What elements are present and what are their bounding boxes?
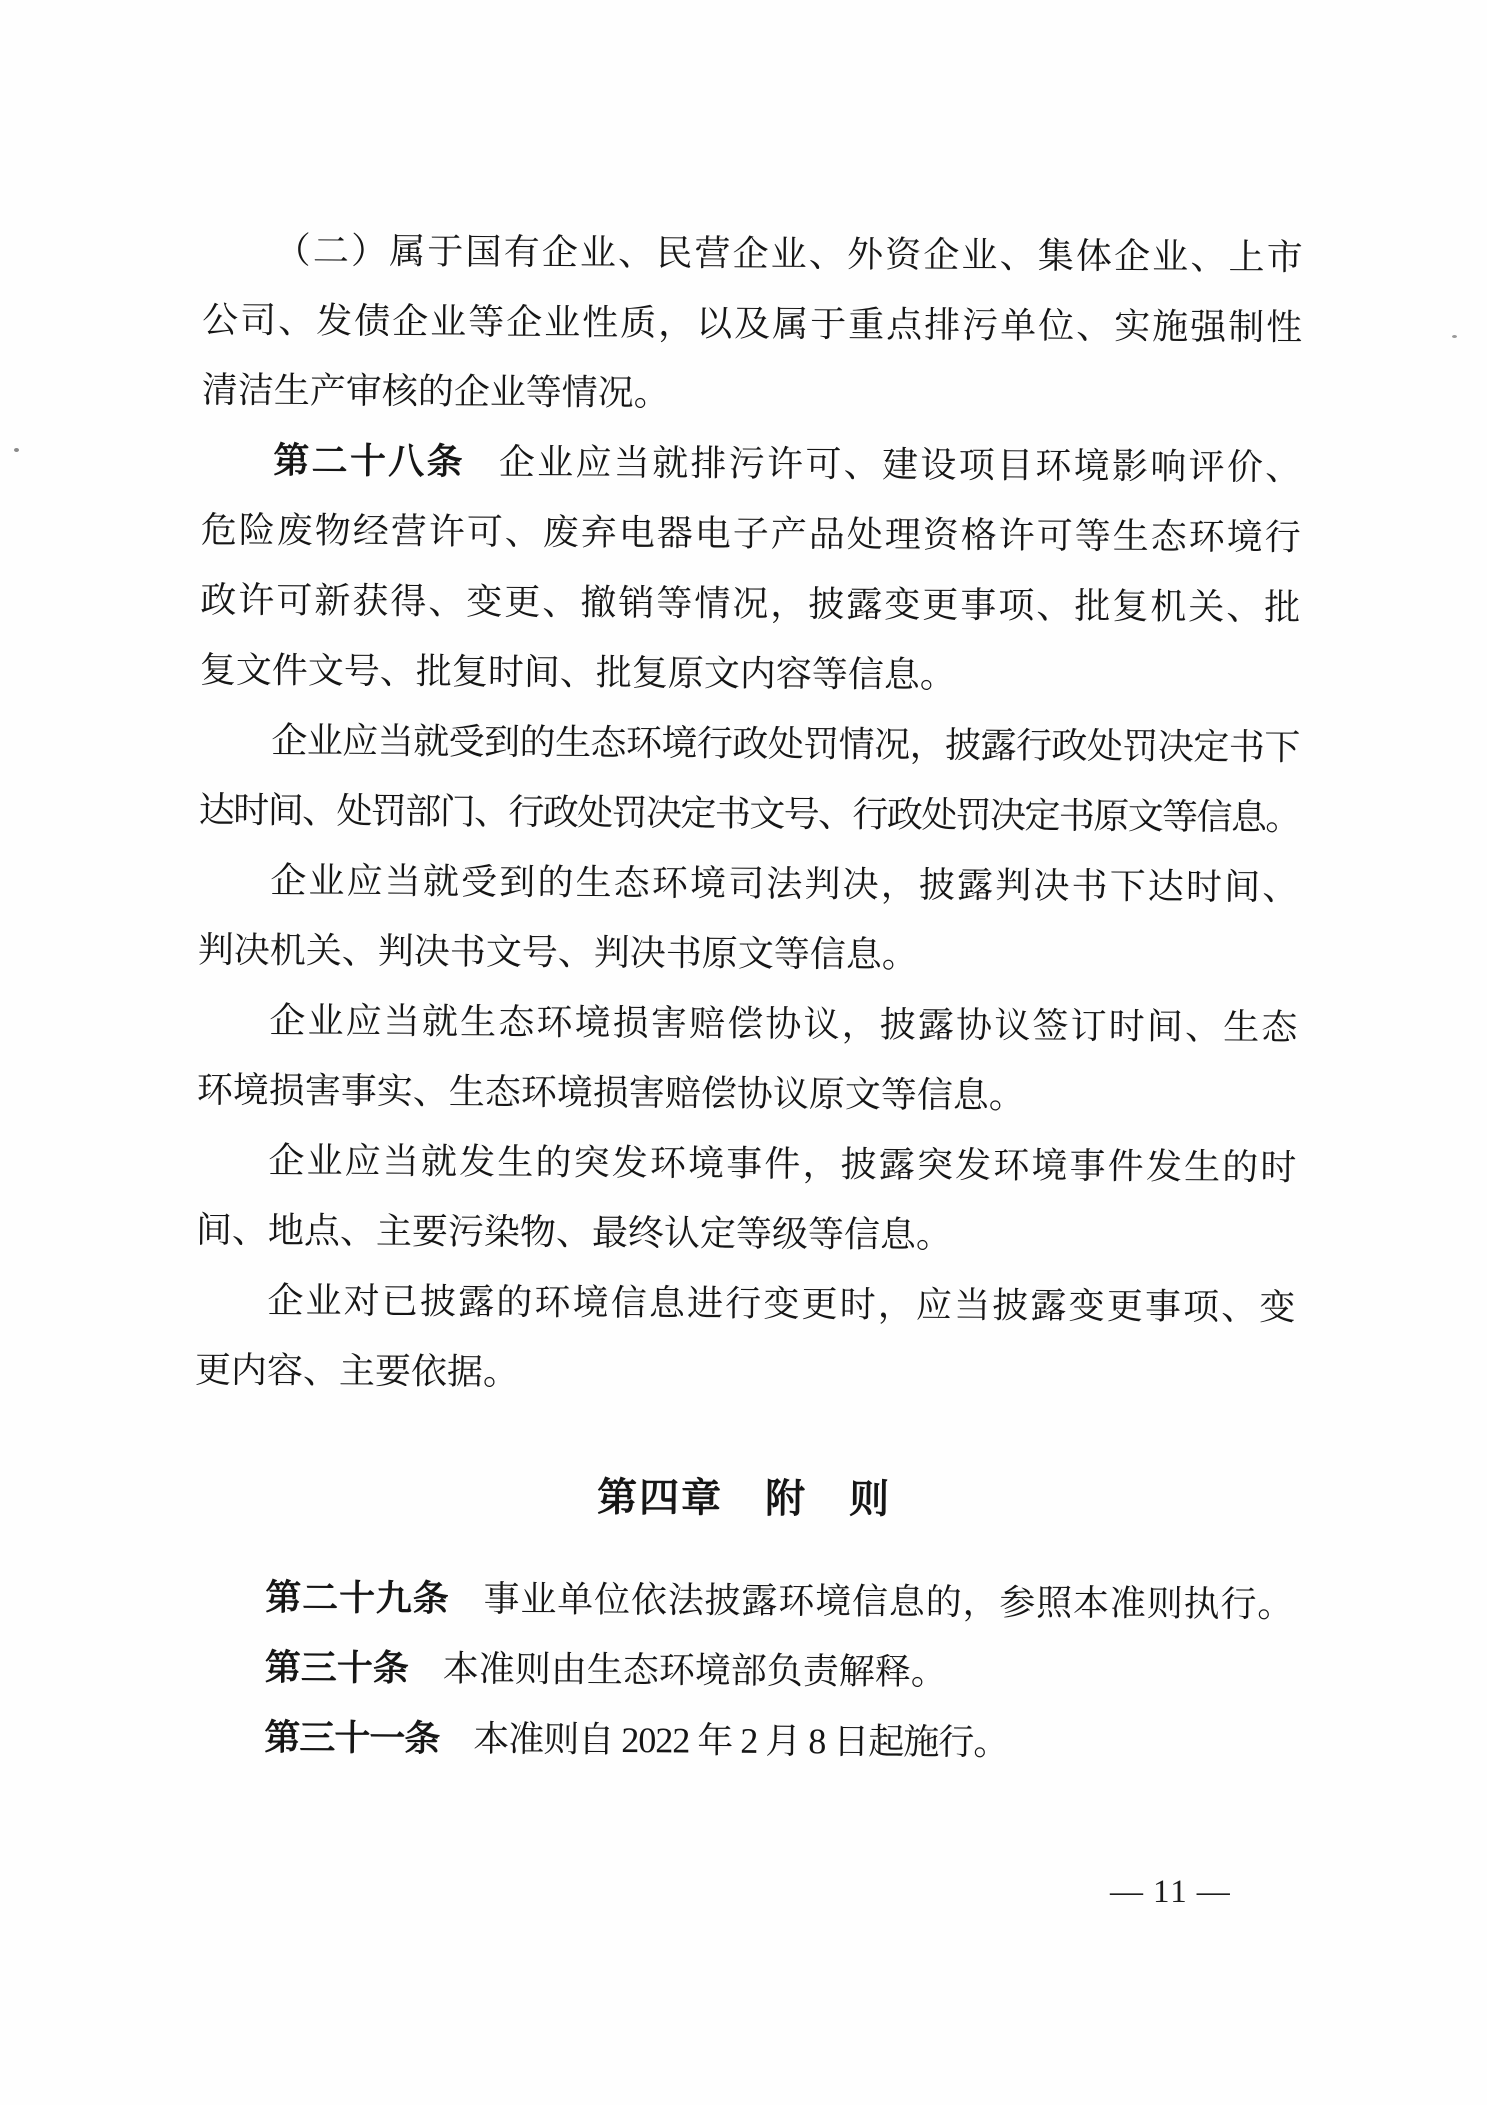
line-text: 事业单位依法披露环境信息的，参照本准则执行。 — [483, 1578, 1294, 1625]
text-line — [192, 1702, 1292, 1780]
line-text: 危险废物经营许可、废弃电器电子产品处理资格许可等生态环境行 — [200, 509, 1301, 558]
chapter-heading-text: 第四章 附 则 — [596, 1474, 892, 1522]
line-text: 企业应当就排污许可、建设项目环境影响评价、 — [498, 442, 1302, 488]
text-line — [203, 215, 1303, 293]
line-text: 复文件文号、批复时间、批复原文内容等信息。 — [199, 649, 956, 696]
text-line — [200, 565, 1300, 643]
text-line — [196, 1125, 1296, 1203]
chapter-heading — [194, 1460, 1294, 1538]
text-line — [202, 285, 1302, 363]
article-number: 第三十一条 — [264, 1717, 440, 1759]
scan-speck — [14, 448, 19, 452]
text-line — [200, 635, 1300, 713]
line-text: 企业应当就受到的生态环境司法判决，披露判决书下达时间、 — [270, 860, 1299, 908]
scan-speck — [1452, 335, 1457, 338]
page-number: 11 — [1153, 1874, 1189, 1910]
line-text: 本准则自 2022 年 2 月 8 日起施行。 — [473, 1718, 1009, 1763]
text-line — [196, 1195, 1296, 1273]
line-text: 达时间、处罚部门、行政处罚决定书文号、行政处罚决定书原文等信息。 — [198, 789, 1299, 838]
text-line — [199, 775, 1299, 853]
line-text: 企业应当就发生的突发环境事件，披露突发环境事件发生的时 — [268, 1140, 1297, 1188]
line-text: 本准则由生态环境部负责解释。 — [442, 1648, 948, 1693]
article-number: 第二十九条 — [265, 1577, 450, 1619]
line-text: 更内容、主要依据。 — [194, 1349, 520, 1393]
line-text: 清洁生产审核的企业等情况。 — [201, 369, 670, 414]
line-text: 企业应当就受到的生态环境行政处罚情况，披露行政处罚决定书下 — [271, 720, 1300, 768]
line-text: 政许可新获得、变更、撤销等情况，披露变更事项、批复机关、批 — [200, 579, 1301, 628]
line-text: 企业应当就生态环境损害赔偿协议，披露协议签订时间、生态 — [269, 1000, 1298, 1048]
text-line — [198, 915, 1298, 993]
text-line — [199, 705, 1299, 783]
line-text: 公司、发债企业等企业性质，以及属于重点排污单位、实施强制性 — [202, 299, 1303, 348]
article-number: 第二十八条 — [273, 440, 466, 482]
footer-dash-right: — — [1196, 1874, 1232, 1910]
text-line — [201, 495, 1301, 573]
line-text: 间、地点、主要污染物、最终认定等级等信息。 — [195, 1209, 953, 1256]
document-body — [192, 215, 1303, 1780]
article-number: 第三十条 — [264, 1647, 410, 1689]
footer-dash-left: — — [1110, 1874, 1145, 1910]
line-text: （二）属于国有企业、民营企业、外资企业、集体企业、上市 — [274, 230, 1303, 278]
text-line — [198, 845, 1298, 923]
text-line — [197, 985, 1297, 1063]
text-line — [201, 425, 1301, 503]
text-line — [195, 1335, 1295, 1413]
text-line — [193, 1632, 1293, 1710]
text-line — [202, 355, 1302, 433]
line-text: 判决机关、判决书文号、判决书原文等信息。 — [197, 929, 919, 976]
text-line — [195, 1265, 1295, 1343]
text-line — [197, 1055, 1297, 1133]
page-footer — [1106, 1872, 1236, 1912]
line-text: 环境损害事实、生态环境损害赔偿协议原文等信息。 — [196, 1069, 1026, 1116]
text-line — [193, 1562, 1293, 1640]
line-text: 企业对已披露的环境信息进行变更时，应当披露变更事项、变 — [267, 1280, 1296, 1328]
